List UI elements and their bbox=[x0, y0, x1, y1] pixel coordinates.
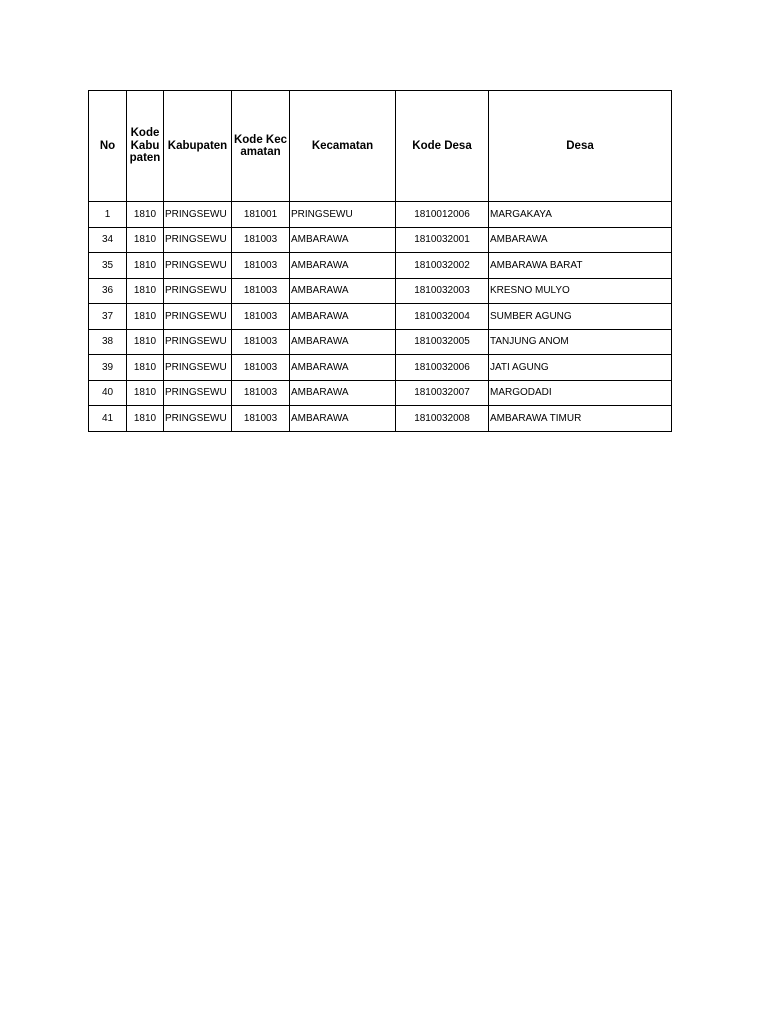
cell-kode-kecamatan: 181003 bbox=[232, 329, 290, 355]
cell-kode-kabupaten: 1810 bbox=[127, 278, 164, 304]
table-row bbox=[89, 380, 672, 406]
cell-kode-desa: 1810032008 bbox=[396, 406, 489, 432]
cell-kode-desa: 1810032004 bbox=[396, 304, 489, 330]
cell-desa: MARGAKAYA bbox=[489, 202, 672, 228]
cell-kode-desa: 1810032002 bbox=[396, 253, 489, 279]
table-row bbox=[89, 329, 672, 355]
cell-kecamatan: AMBARAWA bbox=[290, 227, 396, 253]
cell-no: 41 bbox=[89, 406, 127, 432]
table-header bbox=[89, 91, 672, 202]
header-kode-desa: Kode Desa bbox=[396, 91, 489, 202]
cell-kode-kecamatan: 181003 bbox=[232, 380, 290, 406]
header-desa: Desa bbox=[489, 91, 672, 202]
village-table bbox=[88, 90, 672, 432]
cell-kode-kabupaten: 1810 bbox=[127, 355, 164, 381]
cell-kecamatan: AMBARAWA bbox=[290, 406, 396, 432]
cell-kabupaten: PRINGSEWU bbox=[164, 406, 232, 432]
cell-no: 37 bbox=[89, 304, 127, 330]
cell-kode-kabupaten: 1810 bbox=[127, 329, 164, 355]
cell-no: 36 bbox=[89, 278, 127, 304]
cell-desa: JATI AGUNG bbox=[489, 355, 672, 381]
table-row bbox=[89, 355, 672, 381]
table-row bbox=[89, 278, 672, 304]
cell-kode-desa: 1810032003 bbox=[396, 278, 489, 304]
header-kecamatan: Kecamatan bbox=[290, 91, 396, 202]
cell-no: 38 bbox=[89, 329, 127, 355]
cell-no: 40 bbox=[89, 380, 127, 406]
cell-kecamatan: AMBARAWA bbox=[290, 278, 396, 304]
cell-desa: AMBARAWA bbox=[489, 227, 672, 253]
header-kode-kabupaten: Kode Kabupaten bbox=[127, 91, 164, 202]
cell-kode-kabupaten: 1810 bbox=[127, 202, 164, 228]
cell-desa: AMBARAWA BARAT bbox=[489, 253, 672, 279]
cell-kode-kecamatan: 181003 bbox=[232, 253, 290, 279]
cell-kabupaten: PRINGSEWU bbox=[164, 304, 232, 330]
table-row bbox=[89, 304, 672, 330]
cell-kecamatan: AMBARAWA bbox=[290, 355, 396, 381]
cell-kecamatan: AMBARAWA bbox=[290, 253, 396, 279]
cell-kecamatan: AMBARAWA bbox=[290, 329, 396, 355]
header-kode-kecamatan: Kode Kecamatan bbox=[232, 91, 290, 202]
cell-kode-kabupaten: 1810 bbox=[127, 227, 164, 253]
cell-kecamatan: AMBARAWA bbox=[290, 380, 396, 406]
cell-kode-desa: 1810032006 bbox=[396, 355, 489, 381]
table-body bbox=[89, 202, 672, 432]
cell-kode-kecamatan: 181003 bbox=[232, 355, 290, 381]
cell-kode-kabupaten: 1810 bbox=[127, 304, 164, 330]
cell-desa: MARGODADI bbox=[489, 380, 672, 406]
cell-kabupaten: PRINGSEWU bbox=[164, 253, 232, 279]
cell-kode-desa: 1810032001 bbox=[396, 227, 489, 253]
cell-kode-kabupaten: 1810 bbox=[127, 406, 164, 432]
cell-desa: TANJUNG ANOM bbox=[489, 329, 672, 355]
header-no: No bbox=[89, 91, 127, 202]
cell-kode-kabupaten: 1810 bbox=[127, 253, 164, 279]
cell-kabupaten: PRINGSEWU bbox=[164, 355, 232, 381]
cell-kabupaten: PRINGSEWU bbox=[164, 227, 232, 253]
cell-kode-kecamatan: 181003 bbox=[232, 406, 290, 432]
table-row bbox=[89, 406, 672, 432]
table-row bbox=[89, 253, 672, 279]
cell-kecamatan: PRINGSEWU bbox=[290, 202, 396, 228]
header-kabupaten: Kabupaten bbox=[164, 91, 232, 202]
cell-desa: KRESNO MULYO bbox=[489, 278, 672, 304]
cell-kode-kecamatan: 181003 bbox=[232, 304, 290, 330]
cell-kode-desa: 1810012006 bbox=[396, 202, 489, 228]
cell-kode-kecamatan: 181003 bbox=[232, 227, 290, 253]
cell-kode-kecamatan: 181003 bbox=[232, 278, 290, 304]
cell-no: 39 bbox=[89, 355, 127, 381]
cell-kabupaten: PRINGSEWU bbox=[164, 380, 232, 406]
cell-kode-desa: 1810032007 bbox=[396, 380, 489, 406]
cell-kecamatan: AMBARAWA bbox=[290, 304, 396, 330]
cell-no: 1 bbox=[89, 202, 127, 228]
cell-kabupaten: PRINGSEWU bbox=[164, 202, 232, 228]
cell-kode-desa: 1810032005 bbox=[396, 329, 489, 355]
header-row bbox=[89, 91, 672, 202]
cell-kode-kabupaten: 1810 bbox=[127, 380, 164, 406]
cell-desa: SUMBER AGUNG bbox=[489, 304, 672, 330]
cell-no: 34 bbox=[89, 227, 127, 253]
cell-kabupaten: PRINGSEWU bbox=[164, 278, 232, 304]
table-row bbox=[89, 202, 672, 228]
cell-kabupaten: PRINGSEWU bbox=[164, 329, 232, 355]
cell-no: 35 bbox=[89, 253, 127, 279]
cell-desa: AMBARAWA TIMUR bbox=[489, 406, 672, 432]
cell-kode-kecamatan: 181001 bbox=[232, 202, 290, 228]
table-row bbox=[89, 227, 672, 253]
